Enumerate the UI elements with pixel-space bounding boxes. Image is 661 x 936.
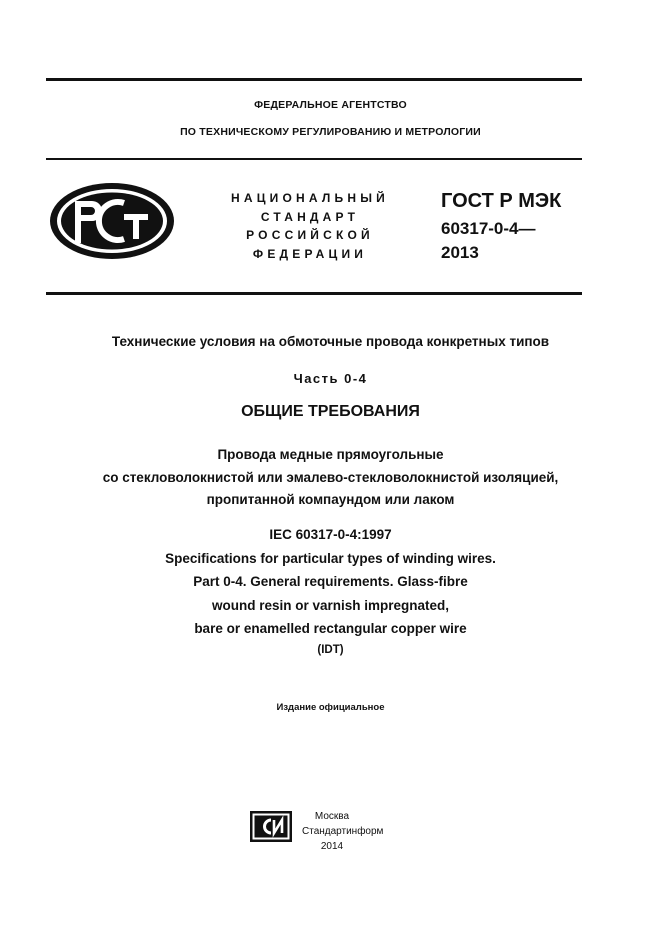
gost-number: 60317-0-4— <box>441 219 536 238</box>
national-line: РОССИЙСКОЙ <box>246 228 374 242</box>
publisher-block <box>302 809 384 854</box>
iec-line: Part 0-4. General requirements. Glass-fibre <box>193 574 468 589</box>
national-line: ФЕДЕРАЦИИ <box>252 246 368 261</box>
national-line: СТАНДАРТ <box>260 209 360 224</box>
gost-title: ГОСТ Р МЭК <box>441 190 562 212</box>
iec-line: bare or enamelled rectangular copper wire <box>194 621 467 636</box>
agency-name-line2: ПО ТЕХНИЧЕСКОМУ РЕГУЛИРОВАНИЮ И МЕТРОЛОГИИ <box>180 126 481 138</box>
national-line: НАЦИОНАЛЬНЫЙ <box>230 191 390 205</box>
iec-line: Specifications for particular types of winding wires. <box>165 550 496 566</box>
iec-line: wound resin or varnish impregnated, <box>211 597 450 613</box>
rst-logo-icon <box>48 181 176 261</box>
iec-line: IEC 60317-0-4:1997 <box>269 527 392 542</box>
subtitle-line: пропитанной компаундом или лаком <box>206 492 455 507</box>
agency-name-line1: ФЕДЕРАЛЬНОЕ АГЕНТСТВО <box>254 99 407 111</box>
top-rule <box>46 78 582 81</box>
part-label: Часть 0-4 <box>293 371 368 386</box>
iec-title-block <box>0 523 661 641</box>
subtitle-line: со стекловолокнистой или эмалево-стекловолокнистой изоляцией, <box>102 469 559 485</box>
general-requirements-heading: ОБЩИЕ ТРЕБОВАНИЯ <box>241 403 420 420</box>
standartinform-logo-icon <box>250 811 292 842</box>
publisher-city: Москва <box>314 811 350 822</box>
edition-label: Издание официальное <box>276 702 385 713</box>
publisher-name: Стандартинформ <box>302 826 384 837</box>
publisher-year: 2014 <box>320 841 344 852</box>
subtitle-block <box>0 444 661 512</box>
middle-rule <box>46 158 582 160</box>
document-title: Технические условия на обмоточные провода конкретных типов <box>111 334 550 349</box>
national-standard-label <box>210 189 410 263</box>
subtitle-line: Провода медные прямоугольные <box>217 447 444 462</box>
bottom-rule <box>46 292 582 295</box>
idt-label: (IDT) <box>317 644 344 656</box>
gost-year: 2013 <box>441 243 479 262</box>
